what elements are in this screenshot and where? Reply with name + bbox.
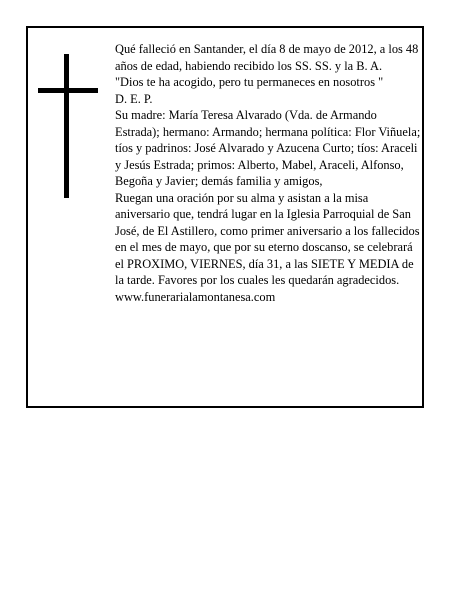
notice-request: Ruegan una oración por su alma y asistan a la misa aniversario que, tendrá lugar en la Iglesia Parroquial de San José, de El Astillero, como primer aniversario a los fallecidos en el mes de mayo, que por su eterno doscanso, se celebrará el PROXIMO, VIERNES, día 31, a las SIETE Y MEDIA de la tarde. Favores por los cuales les quedarán agradecidos. — [115, 190, 420, 287]
notice-quote: "Dios te ha acogido, pero tu permaneces en nosotros " — [115, 75, 384, 89]
notice-family: Su madre: María Teresa Alvarado (Vda. de Armando Estrada); hermano: Armando; hermana política: Flor Viñuela; tíos y padrinos: José Alvarado y Azucena Curto; tíos: Araceli y Jesús Estrada; primos: Alberto, Mabel, Araceli, Alfonso, Begoña y Javier; demás familia y amigos, — [115, 108, 421, 188]
cross-horizontal-bar — [38, 88, 98, 93]
cross-icon — [38, 54, 98, 198]
funeral-home-website: www.funerarialamontanesa.com — [115, 289, 276, 304]
notice-dep: D. E. P. — [115, 91, 153, 106]
notice-body — [115, 41, 421, 305]
notice-opening: Qué falleció en Santander, el día 8 de mayo de 2012, a los 48 años de edad, habiendo recibido los SS. SS. y la B. A. — [115, 42, 419, 73]
obituary-notice — [26, 26, 424, 408]
cross-vertical-bar — [64, 54, 69, 198]
